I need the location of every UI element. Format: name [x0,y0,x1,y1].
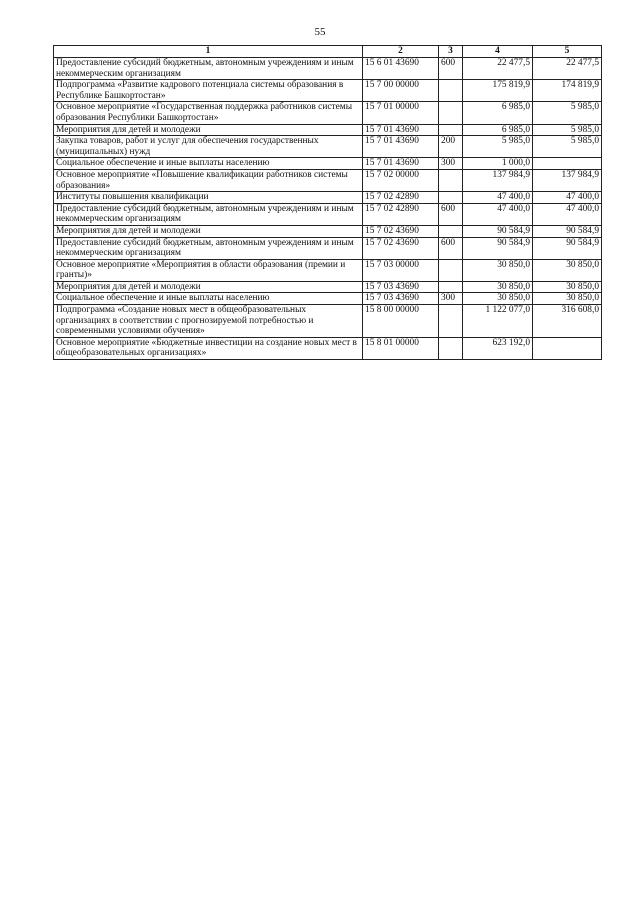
row-sum1: 1 122 077,0 [463,305,533,338]
table-header-row [54,46,602,58]
row-sum1: 6 985,0 [463,102,533,124]
row-sum2: 22 477,5 [533,58,602,80]
row-sum1: 30 850,0 [463,281,533,293]
row-vr: 300 [439,158,463,170]
row-sum2: 90 584,9 [533,225,602,237]
row-sum2: 90 584,9 [533,237,602,259]
row-sum2: 47 400,0 [533,192,602,204]
row-sum1: 47 400,0 [463,203,533,225]
row-name: Социальное обеспечение и иные выплаты населению [54,158,363,170]
row-sum2: 5 985,0 [533,136,602,158]
row-sum1: 90 584,9 [463,225,533,237]
budget-table [53,45,602,360]
row-name: Подпрограмма «Развитие кадрового потенциала системы образования в Республике Башкортостан» [54,80,363,102]
table-row [54,293,602,305]
row-sum2: 30 850,0 [533,293,602,305]
table-row [54,80,602,102]
row-vr [439,124,463,136]
row-code: 15 7 00 00000 [363,80,439,102]
row-code: 15 7 01 43690 [363,136,439,158]
page-number: 55 [314,26,326,38]
row-name: Основное мероприятие «Мероприятия в области образования (премии и гранты)» [54,259,363,281]
row-vr [439,281,463,293]
row-vr [439,80,463,102]
row-code: 15 7 03 43690 [363,293,439,305]
row-code: 15 7 03 43690 [363,281,439,293]
row-vr [439,259,463,281]
row-vr: 200 [439,136,463,158]
row-sum1: 90 584,9 [463,237,533,259]
row-code: 15 6 01 43690 [363,58,439,80]
header-cell-sum1: 4 [463,46,533,58]
header-cell-code: 2 [363,46,439,58]
row-vr: 600 [439,58,463,80]
row-sum2: 316 608,0 [533,305,602,338]
row-vr: 600 [439,237,463,259]
row-code: 15 7 02 42890 [363,203,439,225]
row-code: 15 7 01 00000 [363,102,439,124]
table-row [54,237,602,259]
row-sum1: 175 819,9 [463,80,533,102]
table-row [54,203,602,225]
row-code: 15 7 02 43690 [363,237,439,259]
row-name: Социальное обеспечение и иные выплаты населению [54,293,363,305]
header-cell-sum2: 5 [533,46,602,58]
row-sum2 [533,337,602,359]
row-sum2: 5 985,0 [533,124,602,136]
row-code: 15 8 00 00000 [363,305,439,338]
row-name: Предоставление субсидий бюджетным, автономным учреждениям и иным некоммерческим организациям [54,237,363,259]
table-row [54,305,602,338]
header-cell-vr: 3 [439,46,463,58]
row-code: 15 8 01 00000 [363,337,439,359]
row-name: Предоставление субсидий бюджетным, автономным учреждениям и иным некоммерческим организациям [54,58,363,80]
row-code: 15 7 01 43690 [363,124,439,136]
row-name: Подпрограмма «Создание новых мест в общеобразовательных организациях в соответствии с прогнозируемой потребностью и современными условиями обучения» [54,305,363,338]
row-name: Основное мероприятие «Повышение квалификации работников системы образования» [54,169,363,191]
row-name: Мероприятия для детей и молодежи [54,281,363,293]
table-row [54,281,602,293]
row-name: Основное мероприятие «Бюджетные инвестиции на создание новых мест в общеобразовательных организациях» [54,337,363,359]
table-row [54,259,602,281]
table-row [54,158,602,170]
table-row [54,102,602,124]
row-sum2: 47 400,0 [533,203,602,225]
row-name: Основное мероприятие «Государственная поддержка работников системы образования Республики Башкортостан» [54,102,363,124]
table-row [54,225,602,237]
row-sum2: 5 985,0 [533,102,602,124]
table-row [54,192,602,204]
row-code: 15 7 02 00000 [363,169,439,191]
row-name: Мероприятия для детей и молодежи [54,124,363,136]
row-vr [439,225,463,237]
row-code: 15 7 01 43690 [363,158,439,170]
row-sum1: 6 985,0 [463,124,533,136]
row-vr [439,102,463,124]
row-name: Институты повышения квалификации [54,192,363,204]
table-row [54,337,602,359]
row-sum1: 22 477,5 [463,58,533,80]
row-sum1: 1 000,0 [463,158,533,170]
row-vr: 600 [439,203,463,225]
header-cell-name: 1 [54,46,363,58]
row-sum1: 623 192,0 [463,337,533,359]
row-sum1: 5 985,0 [463,136,533,158]
row-name: Предоставление субсидий бюджетным, автономным учреждениям и иным некоммерческим организациям [54,203,363,225]
row-name: Закупка товаров, работ и услуг для обеспечения государственных (муниципальных) нужд [54,136,363,158]
row-vr [439,169,463,191]
row-vr: 300 [439,293,463,305]
row-code: 15 7 03 00000 [363,259,439,281]
row-sum2: 137 984,9 [533,169,602,191]
table-row [54,124,602,136]
row-vr [439,192,463,204]
row-sum2: 174 819,9 [533,80,602,102]
row-code: 15 7 02 42890 [363,192,439,204]
row-name: Мероприятия для детей и молодежи [54,225,363,237]
row-sum1: 30 850,0 [463,259,533,281]
row-sum1: 137 984,9 [463,169,533,191]
row-code: 15 7 02 43690 [363,225,439,237]
table-row [54,136,602,158]
row-sum2 [533,158,602,170]
row-vr [439,305,463,338]
row-sum1: 47 400,0 [463,192,533,204]
row-sum2: 30 850,0 [533,259,602,281]
row-sum2: 30 850,0 [533,281,602,293]
row-vr [439,337,463,359]
row-sum1: 30 850,0 [463,293,533,305]
table-row [54,58,602,80]
table-row [54,169,602,191]
